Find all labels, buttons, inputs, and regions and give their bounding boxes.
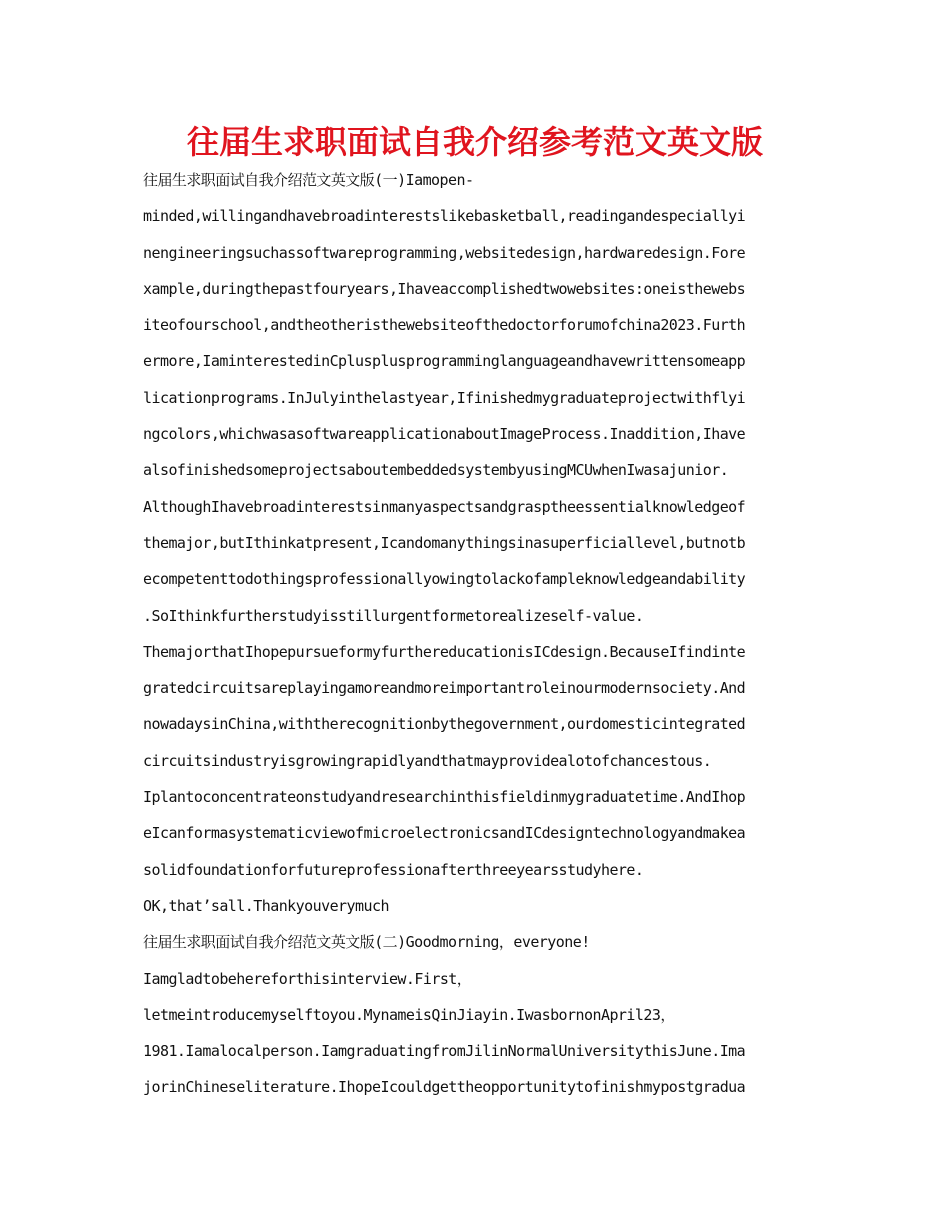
body-line: alsofinishedsomeprojectsaboutembeddedsystembyusingMCUwhenIwasajunior.: [143, 461, 729, 480]
document-body: [143, 162, 807, 1106]
body-line: Iplantoconcentrateonstudyandresearchinthisfieldinmygraduatetime.AndIhop: [143, 788, 746, 807]
body-line: nengineeringsuchassoftwareprogramming,websitedesign,hardwaredesign.Fore: [143, 243, 746, 262]
body-line: circuitsindustryisgrowingrapidlyandthatmayprovidealotofchancestous.: [143, 751, 712, 770]
body-line: .SoIthinkfurtherstudyisstillurgentformetorealizeself-value.: [143, 606, 644, 625]
body-line: nowadaysinChina,withtherecognitionbythegovernment,ourdomesticintegrated: [143, 715, 746, 734]
body-line: jorinChineseliterature.IhopeIcouldgettheopportunitytofinishmypostgradua: [143, 1078, 746, 1097]
body-line: 往届生求职面试自我介绍范文英文版(二)Goodmorning，everyone!: [143, 933, 590, 952]
body-line: AlthoughIhavebroadinterestsinmanyaspectsandgrasptheessentialknowledgeof: [143, 497, 746, 516]
body-line: gratedcircuitsareplayingamoreandmoreimportantroleinourmodernsociety.And: [143, 679, 746, 698]
body-line: ermore,IaminterestedinCplusplusprogramminglanguageandhavewrittensomeapp: [143, 352, 746, 371]
body-line: ngcolors,whichwasasoftwareapplicationaboutImageProcess.Inaddition,Ihave: [143, 425, 746, 444]
body-line: 往届生求职面试自我介绍范文英文版(一)Iamopen-: [143, 171, 474, 189]
body-line: ThemajorthatIhopepursueformyfurthereducationisICdesign.BecauseIfindinte: [143, 642, 746, 661]
body-line: solidfoundationforfutureprofessionafterthreeyearsstudyhere.: [143, 860, 644, 879]
body-line: Iamgladtobehereforthisinterview.First，: [143, 969, 472, 988]
body-line: letmeintroducemyselftoyou.MynameisQinJiayin.IwasbornonApril23，: [143, 1005, 675, 1024]
body-line: licationprograms.InJulyinthelastyear,Ifinishedmygraduateprojectwithflyi: [143, 388, 746, 407]
body-line: 1981.Iamalocalperson.IamgraduatingfromJilinNormalUniversitythisJune.Ima: [143, 1042, 746, 1061]
body-line: OK,that’sall.Thankyouverymuch: [143, 896, 389, 915]
body-line: ecompetenttodothingsprofessionallyowingtolackofampleknowledgeandability: [143, 570, 746, 589]
body-line: eIcanformasystematicviewofmicroelectronicsandICdesigntechnologyandmakea: [143, 824, 746, 843]
body-line: minded,willingandhavebroadinterestslikebasketball,readingandespeciallyi: [143, 207, 746, 226]
body-line: xample,duringthepastfouryears,Ihaveaccomplishedtwowebsites:oneisthewebs: [143, 279, 746, 298]
document-title: 往届生求职面试自我介绍参考范文英文版: [186, 123, 763, 161]
body-line: iteofourschool,andtheotheristhewebsiteofthedoctorforumofchina2023.Furth: [143, 316, 746, 335]
body-line: themajor,butIthinkatpresent,Icandomanythingsinasuperficiallevel,butnotb: [143, 533, 746, 552]
